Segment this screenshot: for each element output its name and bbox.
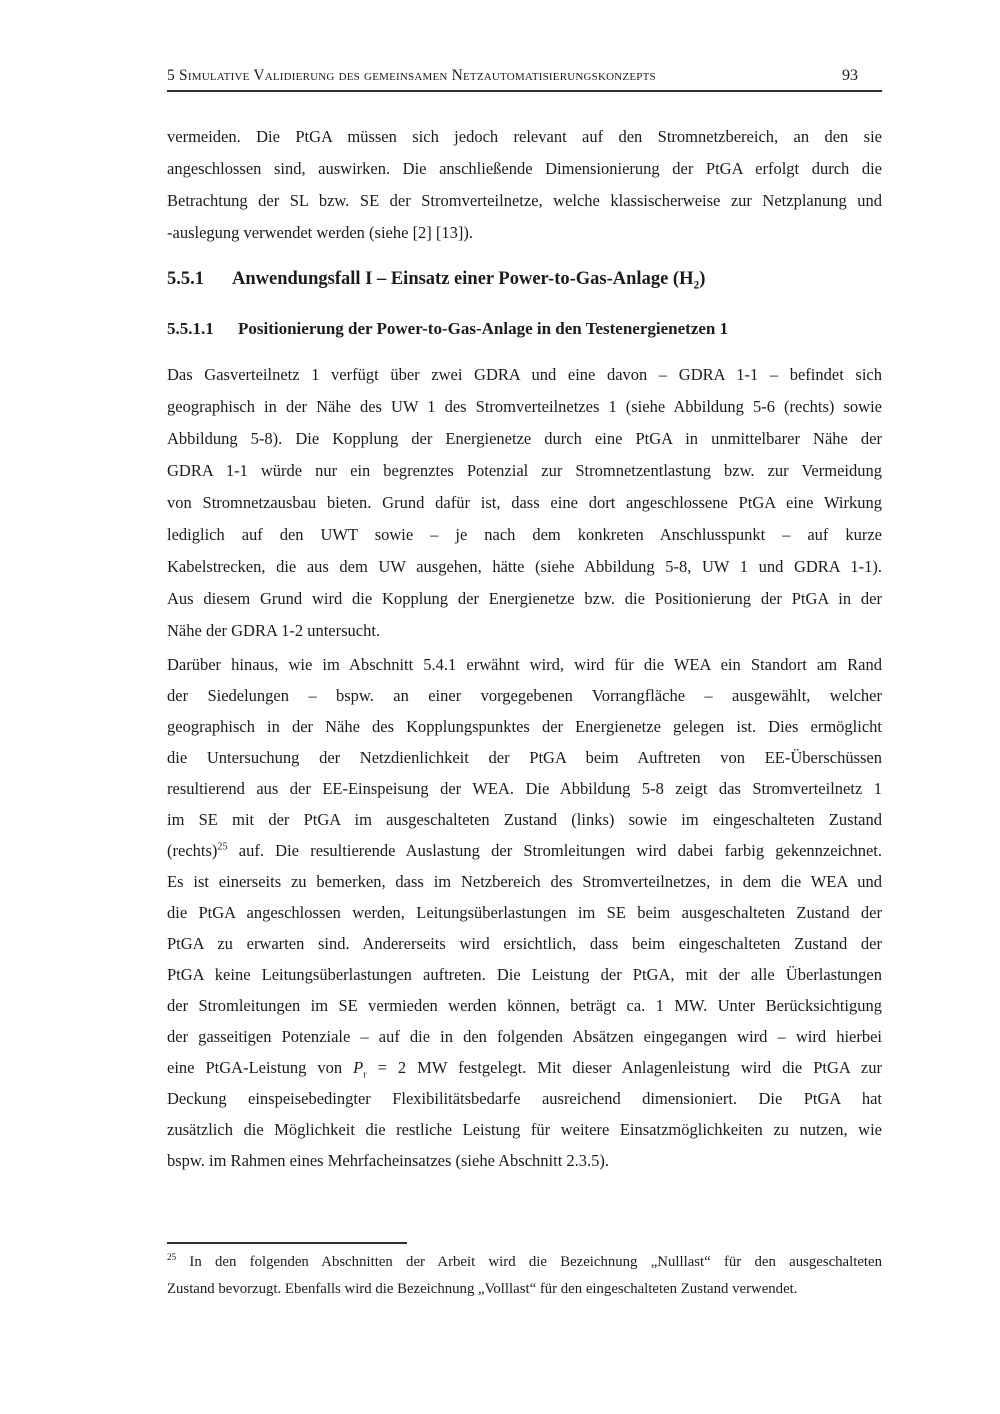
- text-line: (rechts)$^{25}$ auf. Die resultierende Auslastung der Stromleitungen wird dabei farbig gekennzeichnet.: [167, 841, 882, 860]
- text-line: vermeiden. Die PtGA müssen sich jedoch relevant auf den Stromnetzbereich, an den sie: [167, 127, 882, 146]
- text-line: der Siedelungen – bspw. an einer vorgegebenen Vorrangfläche – ausgewählt, welcher: [167, 686, 882, 705]
- text-line: Kabelstrecken, die aus dem UW ausgehen, hätte (siehe Abbildung 5-8, UW 1 und GDRA 1-1).: [167, 557, 882, 576]
- text-line: Aus diesem Grund wird die Kopplung der Energienetze bzw. die Positionierung der PtGA in der: [167, 589, 882, 608]
- footnote-separator-rule: [167, 1242, 407, 1244]
- text-line: Es ist einerseits zu bemerken, dass im Netzbereich des Stromverteilnetzes, in dem die WEA und: [167, 872, 882, 891]
- section-heading: [167, 266, 882, 292]
- section-number: 5.5.1: [167, 269, 204, 289]
- paragraph-analysis: [167, 649, 882, 1176]
- page-header: [167, 64, 882, 92]
- text-line: Das Gasverteilnetz 1 verfügt über zwei GDRA und eine davon – GDRA 1-1 – befindet sich: [167, 365, 882, 384]
- subsection-number: 5.5.1.1: [167, 319, 214, 338]
- subsection-heading: [167, 317, 882, 341]
- subsection-title: Positionierung der Power-to-Gas-Anlage in den Testenergienetzen 1: [238, 319, 729, 338]
- paragraph-positioning: [167, 359, 882, 647]
- section-title: Anwendungsfall I – Einsatz einer Power-to-Gas-Anlage $(H_2)$: [232, 269, 706, 292]
- text-line: die PtGA angeschlossen werden, Leitungsüberlastungen im SE beim ausgeschalteten Zustand der: [167, 903, 882, 922]
- text-line: der gasseitigen Potenziale – auf die in den folgenden Absätzen eingegangen wird – wird hierbei: [167, 1027, 882, 1046]
- text-line: Darüber hinaus, wie im Abschnitt 5.4.1 erwähnt wird, wird für die WEA ein Standort am Rand: [167, 655, 882, 674]
- footnote: [167, 1249, 882, 1302]
- text-line: der Stromleitungen im SE vermieden werden können, beträgt ca. 1 MW. Unter Berücksichtigung: [167, 996, 882, 1015]
- text-line: Nähe der GDRA 1-2 untersucht.: [167, 621, 381, 640]
- text-line: Betrachtung der SL bzw. SE der Stromverteilnetze, welche klassischerweise zur Netzplanung und: [167, 191, 882, 210]
- text-line: bspw. im Rahmen eines Mehrfacheinsatzes (siehe Abschnitt 2.3.5).: [167, 1151, 610, 1170]
- text-line: GDRA 1-1 würde nur ein begrenztes Potenzial zur Stromnetzentlastung bzw. zur Vermeidung: [167, 461, 882, 480]
- paragraph-intro: [167, 121, 882, 249]
- text-line: eine PtGA-Leistung von $P_r = 2$ MW festgelegt. Mit dieser Anlagenleistung wird die PtGA zur: [167, 1058, 883, 1081]
- running-chapter-title: 5 Simulative Validierung des gemeinsamen Netzautomatisierungskonzepts: [167, 67, 656, 84]
- text-line: $^{25}$ In den folgenden Abschnitten der Arbeit wird die Bezeichnung „Nulllast“ für den ausgeschalteten: [167, 1252, 882, 1270]
- page-number: 93: [842, 67, 858, 84]
- text-line: angeschlossen sind, auswirken. Die anschließende Dimensionierung der PtGA erfolgt durch die: [167, 159, 882, 178]
- text-line: -auslegung verwendet werden (siehe [2] [13]).: [167, 223, 474, 242]
- text-line: Deckung einspeisebedingter Flexibilitätsbedarfe ausreichend dimensioniert. Die PtGA hat: [167, 1089, 882, 1108]
- text-line: geographisch in der Nähe des Kopplungspunktes der Energienetze gelegen ist. Dies ermöglicht: [167, 717, 882, 736]
- text-line: zusätzlich die Möglichkeit die restliche Leistung für weitere Einsatzmöglichkeiten zu nutzen, wie: [167, 1120, 882, 1139]
- text-line: PtGA keine Leitungsüberlastungen auftreten. Die Leistung der PtGA, mit der alle Überlastungen: [167, 965, 882, 984]
- text-line: im SE mit der PtGA im ausgeschalteten Zustand (links) sowie im eingeschalteten Zustand: [167, 810, 882, 829]
- text-line: Zustand bevorzugt. Ebenfalls wird die Bezeichnung „Volllast“ für den eingeschalteten Zustand verwendet.: [167, 1280, 798, 1297]
- text-line: die Untersuchung der Netzdienlichkeit der PtGA beim Auftreten von EE-Überschüssen: [167, 748, 882, 767]
- text-line: resultierend aus der EE-Einspeisung der WEA. Die Abbildung 5-8 zeigt das Stromverteilnetz 1: [167, 779, 882, 798]
- text-line: geographisch in der Nähe des UW 1 des Stromverteilnetzes 1 (siehe Abbildung 5-6 (rechts) sowie: [167, 397, 882, 416]
- text-line: PtGA zu erwarten sind. Andererseits wird ersichtlich, dass beim eingeschalteten Zustand der: [167, 934, 882, 953]
- text-line: Abbildung 5-8). Die Kopplung der Energienetze durch eine PtGA in unmittelbarer Nähe der: [167, 429, 882, 448]
- text-line: lediglich auf den UWT sowie – je nach dem konkreten Anschlusspunkt – auf kurze: [167, 525, 882, 544]
- text-line: von Stromnetzausbau bieten. Grund dafür ist, dass eine dort angeschlossene PtGA eine Wirkung: [167, 493, 882, 512]
